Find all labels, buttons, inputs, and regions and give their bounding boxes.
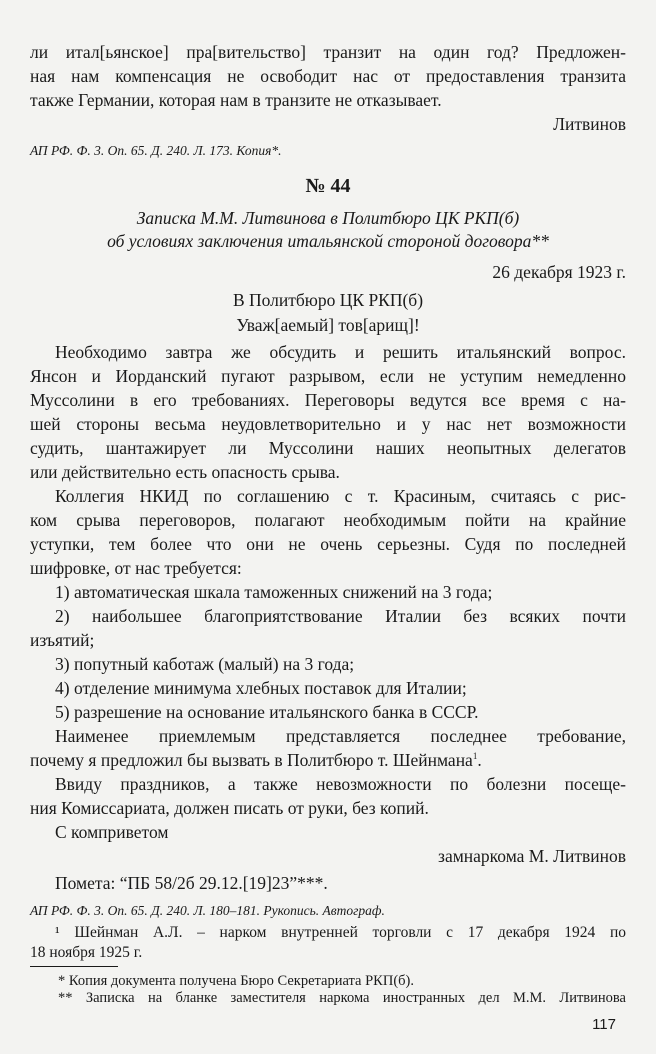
document-number: № 44 (305, 175, 351, 197)
body-line: Янсон и Иорданский пугают разрывом, если не уступим немедленно (30, 366, 626, 386)
body-line: или действительно есть опасность срыва. (30, 462, 340, 482)
footnote-separator (30, 966, 118, 967)
signature: Литвинов (553, 114, 626, 134)
addressee: В Политбюро ЦК РКП(б) (232, 290, 424, 310)
salutation: Уваж[аемый] тов[арищ]! (236, 315, 420, 335)
list-item: 5) разрешение на основание итальянского банка в СССР. (55, 702, 479, 722)
note-line: ¹ Шейнман А.Л. – нарком внутренней торговли с 17 декабря 1924 по (55, 924, 626, 941)
footnote: * Копия документа получена Бюро Секретариата РКП(б). (58, 973, 414, 989)
body-line: Муссолини в его требованиях. Переговоры ведутся все время с на- (30, 390, 626, 410)
document-title: об условиях заключения итальянской стороной договора** (107, 231, 549, 251)
body-line: почему я предложил бы вызвать в Политбюро т. Шейнмана$^1$. (30, 750, 482, 770)
document-title: Записка М.М. Литвинова в Политбюро ЦК РКП(б) (136, 208, 520, 228)
signature: замнаркома М. Литвинов (438, 846, 626, 866)
text-line: также Германии, которая нам в транзите не отказывает. (30, 90, 442, 110)
list-item: 1) автоматическая шкала таможенных снижений на 3 года; (55, 582, 493, 602)
body-line: Наименее приемлемым представляется последнее требование, (55, 726, 626, 746)
document-date: 26 декабря 1923 г. (492, 262, 626, 282)
list-item: 3) попутный каботаж (малый) на 3 года; (55, 654, 355, 674)
body-line: Необходимо завтра же обсудить и решить итальянский вопрос. (55, 342, 626, 362)
body-line: Коллегия НКИД по соглашению с т. Красиным, считаясь с рис- (55, 486, 626, 506)
text-line: ли итал[ьянское] пра[вительство] транзит на один год? Предложен- (30, 42, 626, 62)
note-line: 18 ноября 1925 г. (30, 944, 143, 961)
text-line: ная нам компенсация не освободит нас от предоставления транзита (30, 66, 626, 86)
body-line: Ввиду праздников, а также невозможности по болезни посеще- (55, 774, 626, 794)
body-line: шифровке, от нас требуется: (30, 558, 242, 578)
list-item: изъятий; (30, 630, 95, 650)
footnote-mark: 1 (472, 751, 478, 762)
closing: С комприветом (55, 822, 169, 842)
pometa: Помета: “ПБ 58/2б 29.12.[19]23”***. (55, 873, 328, 893)
archive-reference: АП РФ. Ф. 3. Оп. 65. Д. 240. Л. 173. Копия*. (30, 143, 282, 158)
body-line: судить, шантажирует ли Муссолини наших неопытных делегатов (30, 438, 626, 458)
body-line: ком срыва переговоров, полагают необходимым пойти на крайние (30, 510, 626, 530)
body-line: шей стороны весьма неудовлетворительно и у нас нет возможности (30, 414, 626, 434)
page-number: 117 (592, 1016, 616, 1033)
list-item: 2) наибольшее благоприятствование Италии без всяких почти (55, 606, 626, 626)
body-line: уступки, тем более что они не очень серьезны. Судя по последней (30, 534, 626, 554)
footnote: ** Записка на бланке заместителя наркома иностранных дел М.М. Литвинова (58, 990, 626, 1006)
body-line: ния Комиссариата, должен писать от руки, без копий. (30, 798, 429, 818)
archive-reference: АП РФ. Ф. 3. Оп. 65. Д. 240. Л. 180–181. Рукопись. Автограф. (30, 903, 385, 918)
list-item: 4) отделение минимума хлебных поставок для Италии; (55, 678, 467, 698)
